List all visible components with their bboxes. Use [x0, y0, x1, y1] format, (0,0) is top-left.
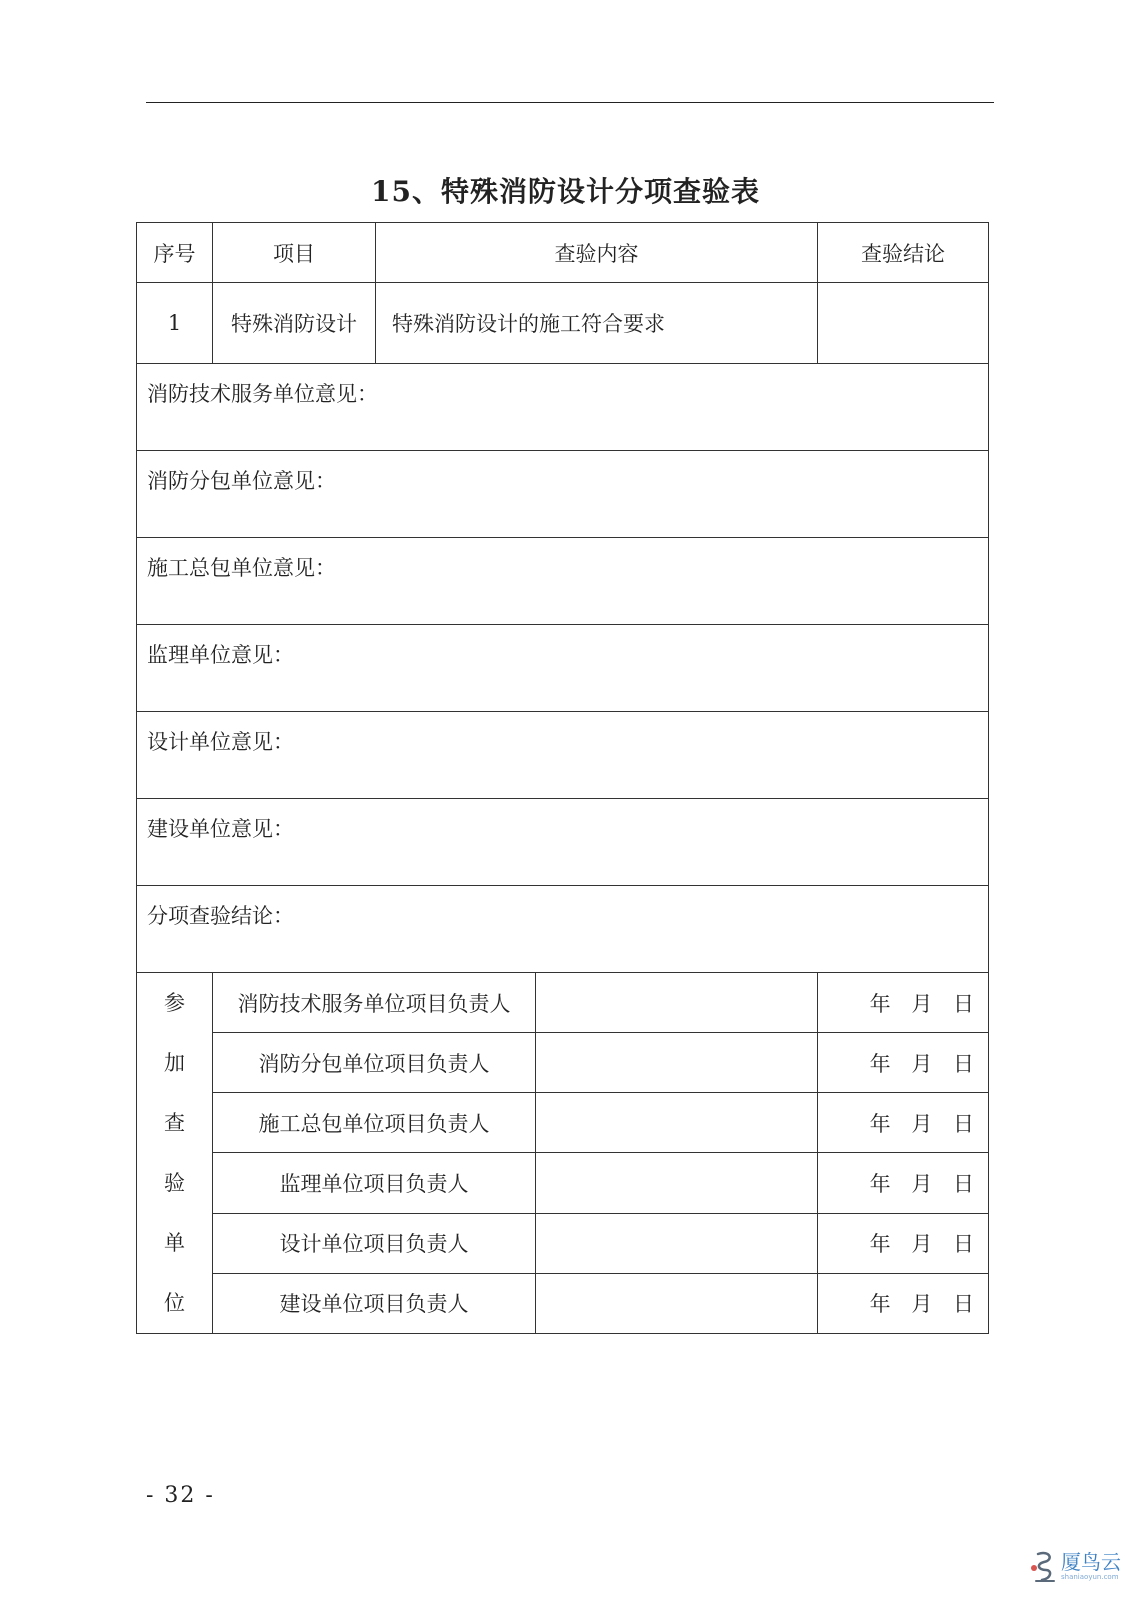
- participants-label-char: 查: [164, 1111, 185, 1135]
- participants-label-char: 验: [164, 1171, 185, 1195]
- date-field[interactable]: 年 月 日: [818, 1033, 989, 1093]
- date-field[interactable]: 年 月 日: [818, 1093, 989, 1153]
- date-field[interactable]: 年 月 日: [818, 1213, 989, 1273]
- participant-role: 设计单位项目负责人: [213, 1213, 536, 1273]
- design-opinion[interactable]: 设计单位意见：: [137, 712, 989, 799]
- participant-row: [137, 1273, 989, 1333]
- date-field[interactable]: 年 月 日: [818, 973, 989, 1033]
- participants-label: [137, 973, 213, 1334]
- sub-item-conclusion[interactable]: 分项查验结论：: [137, 886, 989, 973]
- row-item: 特殊消防设计: [213, 283, 376, 364]
- signature-field[interactable]: [536, 1213, 818, 1273]
- page-title: 15、特殊消防设计分项查验表: [371, 175, 760, 208]
- participant-role: 消防技术服务单位项目负责人: [213, 973, 536, 1033]
- header-rule: [146, 102, 994, 103]
- date-field[interactable]: 年 月 日: [818, 1153, 989, 1213]
- participant-role: 监理单位项目负责人: [213, 1153, 536, 1213]
- date-field[interactable]: 年 月 日: [818, 1273, 989, 1333]
- participant-role: 建设单位项目负责人: [213, 1273, 536, 1333]
- participants-label-char: 单: [164, 1231, 185, 1255]
- owner-opinion[interactable]: 建设单位意见：: [137, 799, 989, 886]
- signature-field[interactable]: [536, 1153, 818, 1213]
- participant-role: 消防分包单位项目负责人: [213, 1033, 536, 1093]
- watermark-text: 厦鸟云: [1061, 1549, 1121, 1574]
- participant-row: [137, 1093, 989, 1153]
- participant-row: [137, 1213, 989, 1273]
- inspection-table: [136, 222, 989, 1334]
- page-number: - 32 -: [146, 1483, 215, 1508]
- header-content: 查验内容: [376, 223, 818, 283]
- header-row: [137, 223, 989, 283]
- participant-row: [137, 1033, 989, 1093]
- watermark-subtext: shaniaoyun.com: [1061, 1572, 1119, 1581]
- table-row: [137, 283, 989, 364]
- supervision-opinion[interactable]: 监理单位意见：: [137, 625, 989, 712]
- signature-field[interactable]: [536, 1033, 818, 1093]
- participants-label-char: 加: [164, 1051, 185, 1075]
- header-conclusion: 查验结论: [818, 223, 989, 283]
- general-contractor-opinion[interactable]: 施工总包单位意见：: [137, 538, 989, 625]
- row-conclusion-cell[interactable]: [818, 283, 989, 364]
- header-seq: 序号: [137, 223, 213, 283]
- row-seq: 1: [137, 283, 213, 364]
- participant-role: 施工总包单位项目负责人: [213, 1093, 536, 1153]
- participant-row: [137, 1153, 989, 1213]
- participants-label-char: 位: [164, 1291, 185, 1315]
- signature-field[interactable]: [536, 973, 818, 1033]
- header-item: 项目: [213, 223, 376, 283]
- signature-field[interactable]: [536, 1273, 818, 1333]
- participant-row: [137, 973, 989, 1033]
- signature-field[interactable]: [536, 1093, 818, 1153]
- watermark: [1028, 1548, 1121, 1584]
- row-content: 特殊消防设计的施工符合要求: [376, 283, 818, 364]
- fire-tech-service-opinion[interactable]: 消防技术服务单位意见：: [137, 364, 989, 451]
- participants-label-char: 参: [164, 991, 185, 1015]
- fire-subcontractor-opinion[interactable]: 消防分包单位意见：: [137, 451, 989, 538]
- bird-logo-icon: [1028, 1548, 1058, 1584]
